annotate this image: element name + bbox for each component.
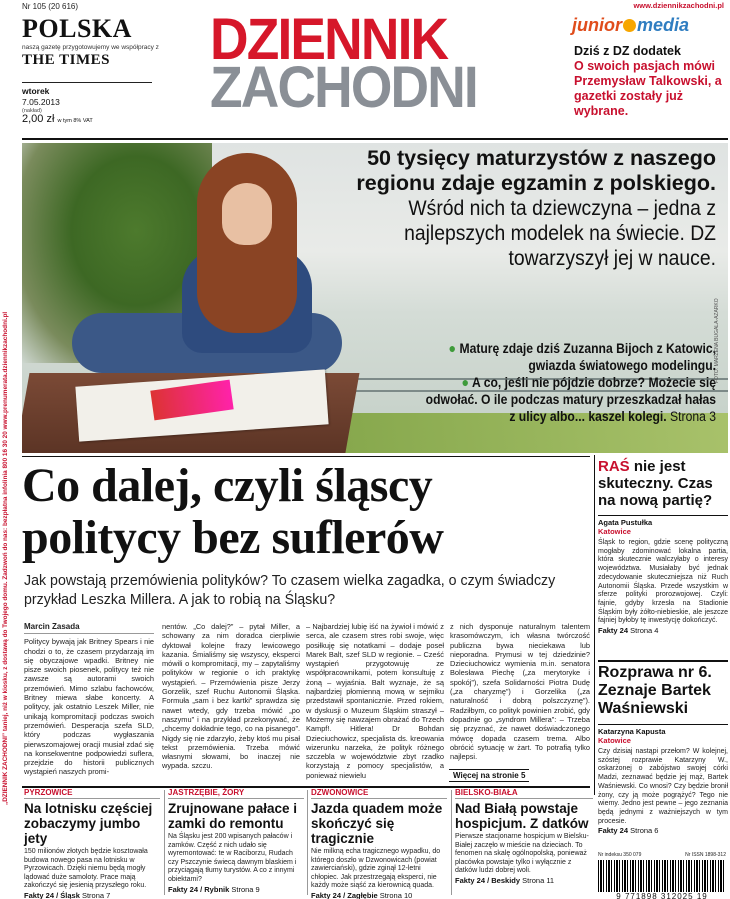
trial-ref-section: Fakty 24: [598, 826, 629, 836]
bottom-text: 150 milionów złotych będzie kosztowała budowa nowego pasa na lotnisku w Pyrzowicach. Dzięki niemu będą mogły lądować duże samoloty. Prace mają zakończyć się jesienią przyszłego roku.: [24, 848, 148, 890]
main-story-column-4: [450, 622, 590, 761]
supplement-promo: [574, 44, 729, 119]
junior-media-logo: [572, 15, 689, 36]
bullet-dot-icon: ●: [461, 374, 470, 390]
ras-headline-rest: nie jest skuteczny. Czas na nową partię?: [598, 458, 713, 509]
bottom-headline[interactable]: Nad Białą powstaje hospicjum. Z datków: [455, 801, 589, 831]
bottom-section-label: PYRZOWICE: [24, 788, 160, 799]
main-text-4: z nich dysponuje naturalnym talentem krasomówczym, ich własna twórczość publiczna bywa nieciekawa lub nieporadna. Prymusi w tej dziedzinie? Dzieciuchowicz wymienia m.in. senatora Bolesława Piechę („za merytoryke i spokój”), szefa Solidarności Piotra Dudę („za charyzmę”) i Gorzelika („za naturalność i dobrą polszczyznę”). Radziłbym, co polityk powinien zrobić, gdy dopadnie go „syndrom Millera”: – Trzeba się przyznać, że nawet doświadczonego mówcę dopada czasem trema. Albo obrócić sytuację w żart. To potrafią tylko najlepsi.: [450, 622, 590, 762]
junior-text: junior: [572, 15, 622, 35]
bullet-1-text: Maturę zdaje dziś Zuzanna Bijoch z Katowic, gwiazda światowego modelingu.: [459, 341, 716, 373]
ras-ref-section: Fakty 24: [598, 626, 629, 636]
issue-suffix: 19: [696, 892, 708, 899]
more-on-page-link[interactable]: Więcej na stronie 5: [449, 769, 529, 782]
trial-page-ref[interactable]: [598, 826, 728, 835]
bottom-story-jastrzebie: [168, 788, 304, 894]
ras-author: Agata Pustułka: [598, 515, 728, 527]
the-times-logo: THE TIMES: [22, 52, 111, 68]
bottom-page-ref[interactable]: [455, 876, 593, 885]
bottom-section-label: BIELSKO-BIAŁA: [455, 788, 593, 799]
bottom-section-label: DZWONOWICE: [311, 788, 447, 799]
masthead-bottom-rule: [22, 138, 728, 140]
main-story-rule: [22, 456, 590, 457]
barcode-number: [598, 892, 726, 899]
trial-ref-page: Strona 6: [630, 826, 659, 836]
partnership-note: naszą gazetę przygotowujemy we współpracy z: [22, 44, 159, 51]
issue-date: 7.05.2013: [22, 97, 60, 107]
bottom-ref-page: Strona 9: [231, 884, 260, 894]
bottom-ref-page: Strona 7: [81, 890, 111, 899]
issue-number: Nr 105 (20 616): [22, 2, 79, 11]
bottom-ref-section: Fakty 24 / Rybnik: [168, 884, 230, 894]
barcode-block: [598, 852, 726, 899]
bullet-item: [419, 374, 716, 425]
bullet-2-text: A co, jeśli nie pójdzie dobrze? Możecie się odwołać. O ile podczas matury przeszkadzał hałas z ulicy albo... kaszel kolegi.: [425, 375, 716, 424]
main-headline[interactable]: Co dalej, czyli śląscy politycy bez suflerów: [22, 459, 444, 564]
website-url[interactable]: www.dziennikzachodni.pl: [633, 1, 724, 10]
barcode-info: [598, 852, 726, 858]
photo-credit: FOTO: MARZENA BUGALA-AZARKO: [714, 298, 720, 383]
bottom-text: Na Śląsku jest 200 wpisanych pałaców i zamków. Część z nich udało się wyremontować: te w Raciborzu, Rudach czy Pszczynie świecą dawnym blaskiem i przyciągają tłumy turystów. A co z innymi obiektami?: [168, 833, 297, 883]
cover-photo: [22, 143, 728, 453]
subscription-side-text: „DZIENNIK ZACHODNI” taniej, niż w kiosku, z dostawą do Twojego domu. Zadzwoń do nas: bezpłatna infolinia 800 16 30 20 www.prenumerata.dziennikzachodni.pl: [2, 311, 9, 805]
bottom-ref-section: Fakty 24 / Śląsk: [24, 890, 80, 899]
masthead-divider: [22, 82, 152, 83]
right-column-divider: [594, 455, 595, 795]
bottom-ref-section: Fakty 24 / Zagłębie: [311, 890, 378, 899]
right-story-ras: [598, 458, 728, 635]
ras-headline[interactable]: [598, 458, 728, 509]
price: [22, 113, 93, 125]
photo-headline: 50 tysięcy maturzystów z naszego regionu zdaje egzamin z polskiego.: [356, 146, 716, 195]
masthead: [22, 0, 728, 137]
bullet-dot-icon: ●: [448, 340, 457, 356]
bottom-headline[interactable]: Zrujnowane pałace i zamki do remontu: [168, 801, 298, 831]
trial-location: Katowice: [598, 736, 631, 745]
bottom-page-ref[interactable]: [311, 891, 447, 899]
ras-location: Katowice: [598, 527, 631, 536]
subscription-side-banner: [2, 150, 12, 810]
ean-number: 9 771898 312025: [616, 892, 694, 899]
ras-ref-page: Strona 4: [630, 626, 659, 636]
right-story-trial: [598, 660, 728, 835]
bottom-story-pyrzowice: [24, 788, 160, 899]
zachodni-logo: ZACHODNI: [210, 55, 477, 120]
promo-line-2: O swoich pasjach mówi Przemysław Talkowski, a gazetki zostały już wybrane.: [574, 59, 722, 118]
bottom-ref-page: Strona 10: [379, 890, 413, 899]
polska-logo: POLSKA: [22, 14, 132, 43]
trial-text: Czy dzisiaj nastąpi przełom? W kolejnej, szóstej rozprawie Katarzyny W., oskarżonej o zabójstwo swojej córki Madzi, zeznawać będzie jej mąż, Bartek Waśniewski. Co wnosi? Czy będzie bronił żony, czy ją może pogrążyć? Tego nie wiemy. Jedno jest pewne – jego zeznania będą jednymi z ważniejszych w tym procesie.: [598, 748, 728, 825]
bottom-divider: [307, 790, 308, 895]
main-subheadline: Jak powstają przemówienia polityków? To czasem wielka zagadka, o czym świadczy przykład Leszka Millera. A jak to robią na Śląsku?: [24, 573, 556, 608]
index-number: Nr indeksu 350 079: [598, 852, 642, 858]
main-story-column-1: [24, 622, 154, 777]
bullet-item: [419, 340, 716, 374]
student-face: [222, 183, 272, 245]
bottom-ref-section: Fakty 24 / Beskidy: [455, 875, 521, 885]
barcode-icon: [598, 860, 726, 892]
bottom-section-label: JASTRZĘBIE, ŻORY: [168, 788, 304, 799]
main-text-1: Politycy bywają jak Britney Spears i nie chodzi o to, że czasem przydarzają im się obyczajowe wpadki. Britney nie pisze swoich piosenek, politycy też nie zawsze są autorami swoich przemówień. Mimo szlabu fachowców, Britney miewa słabe koncerty. A politycy, jak ostatnio Leszek Miller, nie unikają kompromitacji podczas swoich przemówień. Desperacja szefa SLD, który podczas wygłaszania pierwszomajowej oracji musiał zdać się na konsekwentne podpowiedzi suflera, przejdzie do historii publicznych wystąpień naszych promi-: [24, 637, 154, 777]
media-text: media: [637, 15, 690, 35]
bottom-page-ref[interactable]: [24, 891, 160, 899]
ras-page-ref[interactable]: [598, 626, 728, 635]
trial-headline[interactable]: Rozprawa nr 6. Zeznaje Bartek Waśniewski: [598, 664, 712, 717]
bullet-2-page-ref[interactable]: Strona 3: [670, 409, 716, 424]
bottom-headline[interactable]: Jazda quadem może skończyć się tragicznie: [311, 801, 443, 846]
ras-headline-red: RAŚ: [598, 458, 630, 475]
bottom-page-ref[interactable]: [168, 885, 304, 894]
promo-line-1: Dziś z DZ dodatek: [574, 44, 681, 58]
bottom-text: Pierwsze stacjonarne hospicjum w Bielsku-Białej zaczęło w mieście na dzieciach. To fenomen na skalę ogólnopolską, ponieważ placówka powstaje tylko i wyłącznie z datków ludzi dobrej woli.: [455, 833, 589, 875]
bottom-story-dzwonowice: [311, 788, 447, 899]
dziennik-logo: DZIENNIK: [210, 7, 448, 72]
price-vat: w tym 8% VAT: [57, 118, 93, 124]
bottom-divider: [451, 790, 452, 895]
main-byline: Marcin Zasada: [24, 622, 154, 634]
main-text-3: – Najbardziej lubię iść na żywioł i mówić z serca, ale czasem stres robi swoje, więc posiłkuję się notatkami – dodaje poseł Marek Balt, szef SLD w regionie. – Cześć wystąpień przygotowuję ze współpracownikami, potem konsultuję z żoną – wyjaśnia. Balt wyznaje, że są najbardziej płomienną mową w sejmiku przedstawił spontanicznie. Przed rokiem, w dyskusji o Muzeum Śląskim straszył – Możemy się nawzajem obrażać do Trzech Kampf!. Hitlera! Dr Bohdan Dzieciuchowicz, specjalista ds. kreowania wizerunku narzeka, że polityk różnego szczebla w województwie zbyt rzadko korzystają z pomocy specjalistów, a ponieważ niewielu: [306, 622, 444, 780]
photo-bullets: [419, 340, 716, 425]
trial-author: Katarzyna Kapusta: [598, 724, 728, 736]
bottom-story-bielsko: [455, 788, 593, 885]
bottom-divider: [164, 790, 165, 895]
main-story-column-2: [162, 622, 300, 771]
bottom-headline[interactable]: Na lotnisku częściej zobaczymy jumbo jety: [24, 801, 153, 846]
main-story-column-3: [306, 622, 444, 780]
bottom-ref-page: Strona 11: [522, 875, 555, 885]
junior-dot-icon: [623, 19, 636, 32]
price-label: (nakład): [22, 108, 42, 114]
issn-number: Nr ISSN 1898-312: [685, 852, 726, 858]
weekday: wtorek: [22, 86, 50, 96]
ras-text: Śląsk to region, gdzie scenę polityczną mogłaby zdominować lokalna partia, która skutecznie walczyłaby o interesy województwa. Musiałaby być jednak zdecydowanie skuteczniejsza niż Ruch Autonomii Śląska. Przede wszystkim w sferze polityki prorozwojowej. Czyli: fajnie, gdyby krzesła na Stadionie Śląskim były żółto-niebieskie, ale jeszcze fajniej byłoby tę inwestycję dokończyć.: [598, 539, 728, 625]
bottom-text: Nie milkną echa tragicznego wypadku, do którego doszło w Dzwonowicach (powiat zawierciański), gdzie zginął 12-letni chłopiec. Jak przestrzegają eksperci, nie każdy może siąść za kierownicą quada.: [311, 848, 441, 890]
price-value: 2,00 zł: [22, 113, 55, 125]
main-text-2: nentów. „Co dalej?” – pytał Miller, a schowany za nim doradca cierpliwie dyktował kolejne frazy lewicowego kazania. Śmialiśmy się wszyscy, eksperci mówili o kompromitacji, my – zapytaliśmy polityków w regionie o ich praktykę wystąpień. – Przemówienia pisze Jerzy Gorzelik, szef Ruchu Autonomii Śląska. Formuła „sam i bez kartki” sprawdza się nawet wtedy, gdy trzeba mówić „po naszymu” i na przykład przekonywać, że „chcemy dokładnie tego, co na pisanego”. Nigdy się nie zdarzyło, żeby ktoś mu pisał tekst przemówienia. Trzeba mówić własnymi słowami, bo inaczej nie wypada. szczu.: [162, 622, 300, 771]
photo-headline-rest: Wśród nich ta dziewczyna – jedna z najlepszych modelek na świecie. DZ towarzyszył jej w nauce.: [404, 196, 716, 270]
